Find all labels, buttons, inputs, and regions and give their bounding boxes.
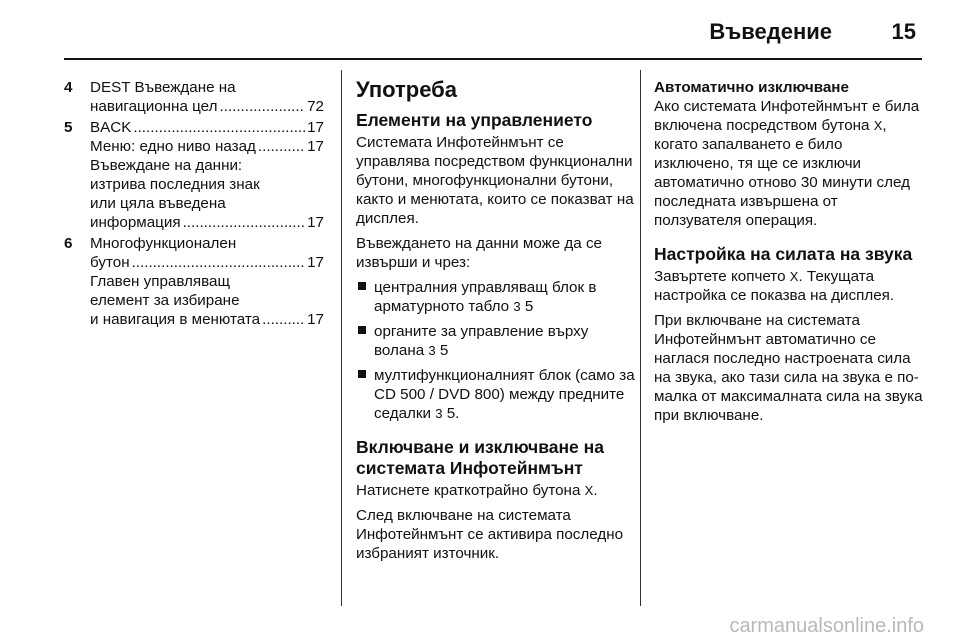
onoff-heading: Включване и изключване на системата Инфотейнмънт — [356, 437, 604, 478]
bullet-icon — [358, 326, 366, 334]
item-line — [90, 97, 324, 116]
dot-leader — [183, 213, 306, 232]
item-line — [90, 291, 324, 310]
item-line — [90, 234, 324, 253]
item-line — [90, 213, 324, 232]
dot-leader — [132, 253, 306, 272]
item-line — [90, 156, 324, 175]
item-text: и навигация в менютата — [90, 311, 261, 328]
item-line — [90, 272, 324, 291]
power-icon: X — [873, 118, 883, 133]
header-rule — [64, 58, 922, 60]
item-text: изтрива последния знак — [90, 176, 260, 193]
list-item: мултифункционалният блок (само за CD 500 / DVD 800) между предните седалки 3 5. — [356, 366, 636, 423]
auto-off-paragraph: Ако системата Инфотейнмънт е била включена посредством бутона X, когато запалването е било изключено, тя ще се изключи автоматично отново 30 минути след последната извършена от ползувателя операция. — [654, 98, 920, 229]
watermark: carmanualsonline.info — [729, 615, 924, 637]
reference-arrow-icon: 3 — [513, 299, 521, 314]
onoff-paragraph-1: Натиснете краткотрайно бутона X. — [356, 482, 598, 499]
list-item: органите за управление върху волана 3 5 — [356, 322, 636, 360]
item-text: Меню: едно ниво назад — [90, 138, 256, 155]
list-item — [64, 118, 324, 232]
page-title: Въведение — [709, 19, 832, 44]
page-reference: 5 — [524, 298, 534, 315]
reference-arrow-icon: 3 — [435, 406, 443, 421]
item-text: Главен управляващ — [90, 273, 230, 290]
column-divider-2 — [640, 70, 641, 606]
item-text: DEST Въвеждане на — [90, 79, 236, 96]
auto-off-heading: Автоматично изключване — [654, 79, 849, 96]
item-line — [90, 78, 324, 97]
page-reference: 17 — [307, 214, 324, 231]
volume-heading: Настройка на силата на звука — [654, 244, 913, 264]
list-item — [64, 78, 324, 116]
item-line — [90, 118, 324, 137]
bullet-icon — [358, 282, 366, 290]
dot-leader — [258, 137, 305, 156]
dot-leader — [133, 118, 305, 137]
controls-list — [64, 78, 324, 331]
power-icon: X — [789, 269, 799, 284]
list-item: централния управляващ блок в арматурното табло 3 5 — [356, 278, 636, 316]
volume-paragraph-1: Завъртете копчето X. Текущата настройка се показва на дисплея. — [654, 268, 895, 304]
input-methods-list — [356, 278, 636, 423]
page-reference: 17 — [307, 119, 324, 136]
page-reference: 17 — [307, 138, 324, 155]
item-text: информация — [90, 214, 181, 231]
item-number: 6 — [64, 235, 73, 252]
item-number: 5 — [64, 119, 73, 136]
dot-leader — [219, 97, 305, 116]
usage-section — [356, 78, 636, 569]
page-header — [64, 16, 924, 52]
controls-paragraph-2: Въвеждането на данни може да се извърши и чрез: — [356, 235, 602, 271]
page-reference: 5 — [439, 342, 449, 359]
item-line — [90, 253, 324, 272]
item-text: Многофункционален — [90, 235, 237, 252]
item-text: BACK — [90, 119, 132, 136]
list-item — [64, 234, 324, 329]
onoff-paragraph-2: След включване на системата Инфотейнмънт се активира последно избраният източник. — [356, 507, 624, 562]
bullet-icon — [358, 370, 366, 378]
item-text: бутон — [90, 254, 130, 271]
item-line — [90, 175, 324, 194]
auto-and-volume-section — [654, 78, 924, 431]
section-title: Употреба — [356, 77, 458, 102]
item-line — [90, 137, 324, 156]
volume-paragraph-2: При включване на системата Инфотейнмънт автоматично се наглася последно настроената сила на звука, ако тази сила на звука е по-малка от максималната сила на звука при включване. — [654, 312, 923, 424]
column-divider-1 — [341, 70, 342, 606]
item-number: 4 — [64, 79, 73, 96]
item-text: навигационна цел — [90, 98, 218, 115]
item-text: Въвеждане на данни: — [90, 157, 243, 174]
dot-leader — [262, 310, 305, 329]
page-reference: 5. — [446, 405, 460, 422]
item-line — [90, 310, 324, 329]
page-reference: 72 — [307, 98, 324, 115]
power-icon: X — [584, 483, 594, 498]
page-number: 15 — [891, 19, 916, 44]
page-reference: 17 — [307, 254, 324, 271]
controls-paragraph-1: Системата Инфотейнмънт се управлява посредством функционални бутони, многофункционални бутони, както и менютата, които се показват на дисплея. — [356, 134, 634, 227]
page-reference: 17 — [307, 311, 324, 328]
reference-arrow-icon: 3 — [428, 343, 436, 358]
item-text: елемент за избиране — [90, 292, 240, 309]
item-text: или цяла въведена — [90, 195, 226, 212]
item-line — [90, 194, 324, 213]
controls-heading: Елементи на управлението — [356, 110, 593, 130]
